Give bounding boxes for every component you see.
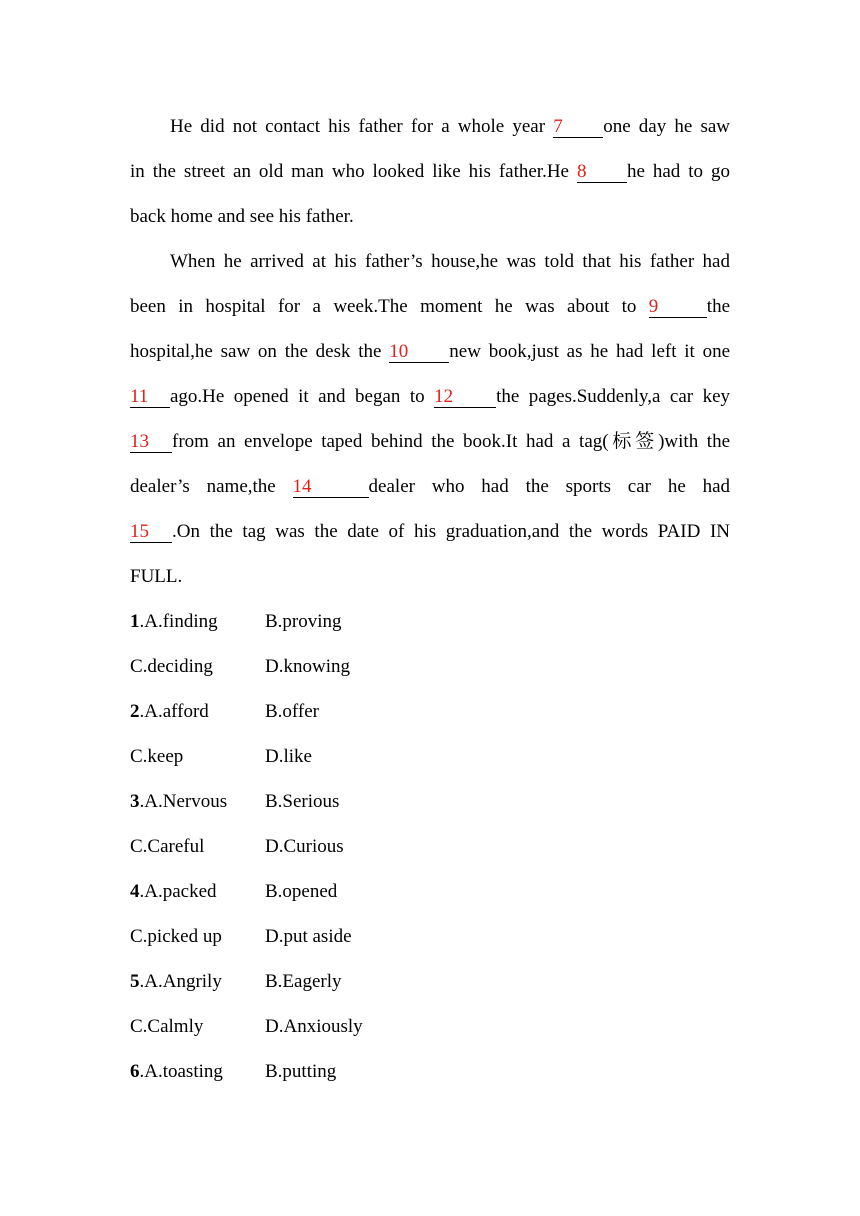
passage-line: been in hospital for a week.The moment he was about to 9 the (130, 296, 731, 317)
blank-7: 7 (553, 117, 603, 138)
question-5-option-b: B.Eagerly (265, 971, 342, 992)
passage-line: back home and see his father. (130, 206, 354, 227)
question-6-option-a: 6.A.toasting (130, 1061, 223, 1082)
passage-line: in the street an old man who looked like his father.He 8 he had to go (130, 161, 730, 182)
blank-9: 9 (649, 297, 707, 318)
question-4-option-d: D.put aside (265, 926, 352, 947)
question-4-option-c: C.picked up (130, 926, 222, 947)
question-3-option-d: D.Curious (265, 836, 344, 857)
passage-line: 15 .On the tag was the date of his graduation,and the words PAID IN (130, 521, 730, 542)
question-1-option-d: D.knowing (265, 656, 350, 677)
blank-11: 11 (130, 387, 170, 408)
passage-line: 13 from an envelope taped behind the book.It had a tag(标签)with the (130, 431, 730, 452)
blank-14: 14 (293, 477, 369, 498)
question-2-option-c: C.keep (130, 746, 184, 767)
question-1-option-b: B.proving (265, 611, 342, 632)
question-2-option-b: B.offer (265, 701, 319, 722)
blank-10: 10 (389, 342, 449, 363)
passage-line: FULL. (130, 566, 183, 587)
passage-line: When he arrived at his father’s house,he was told that his father had (170, 251, 730, 272)
passage-line: He did not contact his father for a whole year 7 one day he saw (170, 116, 730, 137)
question-5-option-c: C.Calmly (130, 1016, 204, 1037)
question-4-option-a: 4.A.packed (130, 881, 217, 902)
passage-line: 11 ago.He opened it and began to 12 the pages.Suddenly,a car key (130, 386, 730, 407)
question-3-option-a: 3.A.Nervous (130, 791, 228, 812)
question-2-option-d: D.like (265, 746, 312, 767)
question-5-option-a: 5.A.Angrily (130, 971, 222, 992)
blank-12: 12 (434, 387, 496, 408)
passage-line: dealer’s name,the 14 dealer who had the sports car he had (130, 476, 731, 497)
passage-line: hospital,he saw on the desk the 10 new book,just as he had left it one (130, 341, 731, 362)
question-2-option-a: 2.A.afford (130, 701, 209, 722)
blank-8: 8 (577, 162, 627, 183)
question-4-option-b: B.opened (265, 881, 338, 902)
question-1-option-c: C.deciding (130, 656, 213, 677)
question-1-option-a: 1.A.finding (130, 611, 218, 632)
question-5-option-d: D.Anxiously (265, 1016, 363, 1037)
blank-15: 15 (130, 522, 172, 543)
question-3-option-b: B.Serious (265, 791, 340, 812)
question-3-option-c: C.Careful (130, 836, 205, 857)
question-6-option-b: B.putting (265, 1061, 337, 1082)
blank-13: 13 (130, 432, 172, 453)
